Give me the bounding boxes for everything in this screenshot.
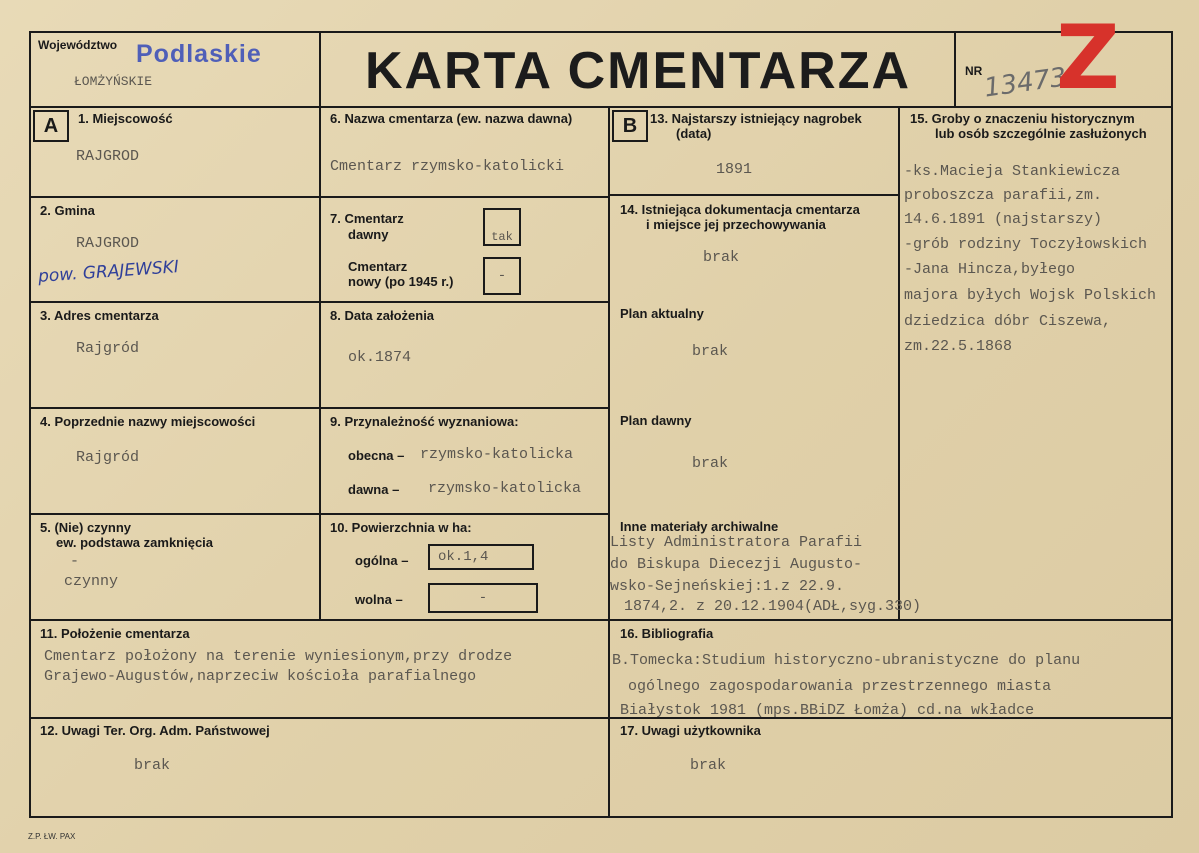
groby-line-5: -Jana Hincza,byłego: [904, 261, 1076, 278]
data-zalozenia-label: 8. Data założenia: [330, 308, 435, 323]
gmina-label: 2. Gmina: [40, 203, 95, 218]
dokumentacja-label: 14. Istniejąca dokumentacja cmentarza: [620, 202, 860, 217]
bibliografia-line-3: Białystok 1981 (mps.BBiDZ Łomża) cd.na wkładce: [620, 702, 1035, 719]
category-z-mark: Z: [1056, 6, 1120, 109]
uwagi-ter-label: 12. Uwagi Ter. Org. Adm. Państwowej: [40, 723, 270, 738]
groby-line-4: -grób rodziny Toczyłowskich: [904, 236, 1148, 253]
plan-aktualny-value: brak: [692, 343, 729, 360]
dawna-label: dawna –: [348, 482, 400, 497]
bibliografia-line-1: B.Tomecka:Studium historyczno-ubranistyczne do planu: [612, 652, 1081, 669]
nowy-label: Cmentarz: [348, 259, 408, 274]
ogolna-value: ok.1,4: [438, 549, 489, 565]
dawna-value: rzymsko-katolicka: [428, 480, 582, 497]
bibliografia-label: 16. Bibliografia: [620, 626, 714, 641]
czynny-label: 5. (Nie) czynny: [40, 520, 132, 535]
data-zalozenia-value: ok.1874: [348, 349, 412, 366]
groby-label: 15. Groby o znaczeniu historycznym: [910, 111, 1135, 126]
inne-line-2: do Biskupa Diecezji Augusto-: [610, 556, 863, 573]
polozenie-line-2: Grajewo-Augustów,naprzeciw kościoła parafialnego: [44, 668, 477, 685]
plan-dawny-label: Plan dawny: [620, 413, 692, 428]
plan-aktualny-label: Plan aktualny: [620, 306, 704, 321]
nazwa-label: 6. Nazwa cmentarza (ew. nazwa dawna): [330, 111, 573, 126]
gmina-value: RAJGROD: [76, 235, 140, 252]
nazwa-value: Cmentarz rzymsko-katolicki: [330, 158, 565, 175]
wolna-value: -: [478, 590, 488, 606]
nr-label: NR: [965, 64, 983, 78]
section-b-badge: B: [612, 110, 648, 142]
obecna-value: rzymsko-katolicka: [420, 446, 574, 463]
wojewodztwo-stamp: Podlaskie: [136, 40, 262, 68]
inne-label: Inne materiały archiwalne: [620, 519, 779, 534]
nowy-box: [483, 257, 521, 295]
powierzchnia-label: 10. Powierzchnia w ha:: [330, 520, 472, 535]
polozenie-line-1: Cmentarz położony na terenie wyniesionym,przy drodze: [44, 648, 513, 665]
wyznanie-label: 9. Przynależność wyznaniowa:: [330, 414, 519, 429]
dokumentacja-sublabel: i miejsce jej przechowywania: [646, 217, 826, 232]
section-a-badge: A: [33, 110, 69, 142]
groby-line-7: dziedzica dóbr Ciszewa,: [904, 313, 1112, 330]
page-title: KARTA CMENTARZA: [364, 42, 912, 100]
adres-value: Rajgród: [76, 340, 140, 357]
nagrobek-sublabel: (data): [676, 126, 712, 141]
wolna-label: wolna –: [355, 592, 403, 607]
dawny-box: [483, 208, 521, 246]
nagrobek-value: 1891: [716, 161, 753, 178]
wojewodztwo-label: Województwo: [38, 38, 118, 52]
adres-label: 3. Adres cmentarza: [40, 308, 159, 323]
gmina-handwritten: pow. GRAJEWSKI: [37, 257, 180, 287]
dawny-label: 7. Cmentarz: [330, 211, 404, 226]
plan-dawny-value: brak: [692, 455, 729, 472]
wojewodztwo-typed: ŁOMŻYŃSKIE: [74, 74, 153, 89]
groby-line-1: -ks.Macieja Stankiewicza: [904, 163, 1121, 180]
czynny-value: czynny: [64, 573, 119, 590]
polozenie-label: 11. Położenie cmentarza: [40, 626, 190, 641]
ogolna-box: [428, 544, 534, 570]
bibliografia-line-2: ogólnego zagospodarowania przestrzennego miasta: [628, 678, 1052, 695]
wolna-box: [428, 583, 538, 613]
groby-line-8: zm.22.5.1868: [904, 338, 1013, 355]
poprzednie-value: Rajgród: [76, 449, 140, 466]
nowy-sublabel: nowy (po 1945 r.): [348, 274, 454, 289]
groby-line-3: 14.6.1891 (najstarszy): [904, 211, 1103, 228]
poprzednie-label: 4. Poprzednie nazwy miejscowości: [40, 414, 256, 429]
inne-line-4: 1874,2. z 20.12.1904(ADŁ,syg.330): [624, 598, 922, 615]
groby-line-6: majora byłych Wojsk Polskich: [904, 287, 1157, 304]
dawny-value: tak: [491, 230, 513, 244]
inne-line-3: wsko-Sejneńskiej:1.z 22.9.: [610, 578, 845, 595]
groby-sublabel: lub osób szczególnie zasłużonych: [935, 126, 1147, 141]
inne-line-1: Listy Administratora Parafii: [610, 534, 863, 551]
ogolna-label: ogólna –: [355, 553, 409, 568]
uwagi-ter-value: brak: [134, 757, 171, 774]
uwagi-uzytkownika-label: 17. Uwagi użytkownika: [620, 723, 761, 738]
obecna-label: obecna –: [348, 448, 405, 463]
uwagi-uzytkownika-value: brak: [690, 757, 727, 774]
czynny-dash: -: [70, 553, 80, 570]
nr-value: 13473: [982, 62, 1069, 104]
miejscowosc-value: RAJGROD: [76, 148, 140, 165]
miejscowosc-label: 1. Miejscowość: [78, 111, 173, 126]
dokumentacja-value: brak: [703, 249, 740, 266]
groby-line-2: proboszcza parafii,zm.: [904, 187, 1103, 204]
printer-mark: Z.P. ŁW. PAX: [28, 832, 76, 841]
dawny-sublabel: dawny: [348, 227, 389, 242]
czynny-sublabel: ew. podstawa zamknięcia: [56, 535, 214, 550]
nagrobek-label: 13. Najstarszy istniejący nagrobek: [650, 111, 862, 126]
nowy-value: -: [497, 268, 507, 284]
